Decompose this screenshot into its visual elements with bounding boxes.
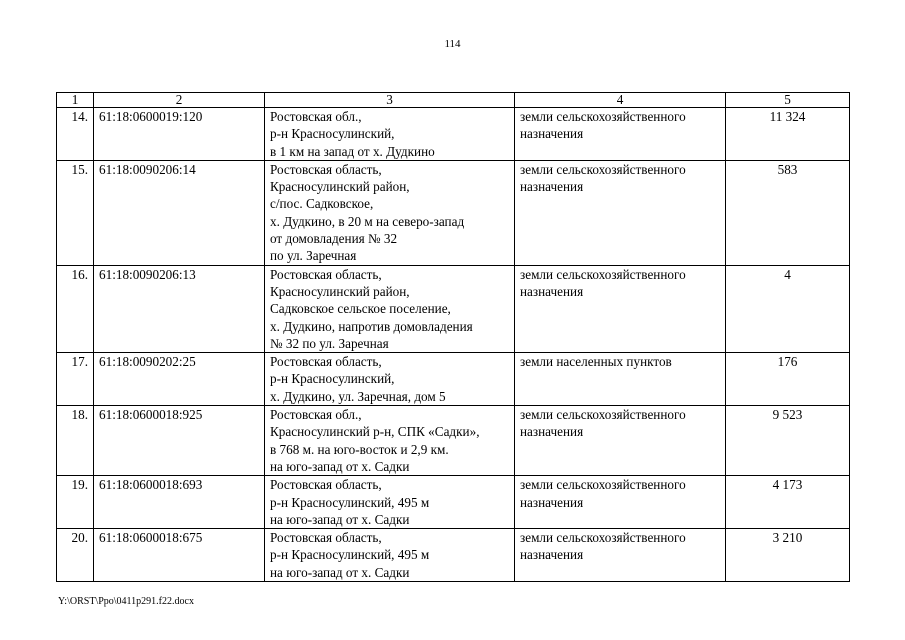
cadastral-number: 61:18:0600018:693 bbox=[94, 476, 265, 529]
address-line: Ростовская область, bbox=[270, 477, 382, 493]
area-value: 176 bbox=[726, 353, 850, 406]
land-category-line: земли сельскохозяйственного bbox=[520, 109, 686, 124]
address-line: х. Дудкино, ул. Заречная, дом 5 bbox=[270, 388, 446, 404]
address-line: р-н Красносулинский, 495 м bbox=[270, 547, 430, 563]
cadastral-number: 61:18:0090206:13 bbox=[94, 265, 265, 352]
land-category-cell bbox=[515, 353, 726, 406]
address-line: р-н Красносулинский, 495 м bbox=[270, 494, 430, 510]
land-category-line: земли сельскохозяйственного bbox=[520, 266, 686, 282]
land-category-line: назначения bbox=[520, 424, 584, 440]
column-header-2: 2 bbox=[94, 93, 265, 108]
land-plots-table bbox=[56, 92, 850, 582]
column-header-5: 5 bbox=[726, 93, 850, 108]
address-line: Ростовская область, bbox=[270, 266, 382, 282]
land-category-line: земли населенных пунктов bbox=[520, 354, 672, 370]
cadastral-number: 61:18:0600019:120 bbox=[94, 108, 265, 161]
address-cell bbox=[265, 353, 515, 406]
cadastral-number: 61:18:0600018:675 bbox=[94, 529, 265, 582]
address-line: Ростовская область, bbox=[270, 161, 382, 177]
area-value: 9 523 bbox=[726, 406, 850, 476]
land-category-line: земли сельскохозяйственного bbox=[520, 477, 686, 493]
area-value: 11 324 bbox=[726, 108, 850, 161]
row-number: 14. bbox=[57, 108, 94, 161]
table-row bbox=[57, 108, 850, 161]
address-line: х. Дудкино, в 20 м на северо-запад bbox=[270, 213, 465, 229]
cadastral-number: 61:18:0090206:14 bbox=[94, 160, 265, 265]
land-category-line: назначения bbox=[520, 126, 584, 142]
address-line: на юго-запад от х. Садки bbox=[270, 564, 410, 580]
address-line: от домовладения № 32 bbox=[270, 231, 398, 247]
address-line: на юго-запад от х. Садки bbox=[270, 458, 410, 474]
address-line: с/пос. Садковское, bbox=[270, 196, 374, 212]
table-row bbox=[57, 476, 850, 529]
row-number: 16. bbox=[57, 265, 94, 352]
row-number: 15. bbox=[57, 160, 94, 265]
land-category-cell bbox=[515, 406, 726, 476]
land-category-cell bbox=[515, 160, 726, 265]
address-cell bbox=[265, 476, 515, 529]
address-cell bbox=[265, 265, 515, 352]
address-line: р-н Красносулинский, bbox=[270, 371, 395, 387]
address-line: по ул. Заречная bbox=[270, 248, 357, 264]
row-number: 18. bbox=[57, 406, 94, 476]
address-line: на юго-запад от х. Садки bbox=[270, 511, 410, 527]
column-header-3: 3 bbox=[265, 93, 515, 108]
table-row bbox=[57, 353, 850, 406]
address-line: р-н Красносулинский, bbox=[270, 126, 395, 142]
column-header-4: 4 bbox=[515, 93, 726, 108]
row-number: 19. bbox=[57, 476, 94, 529]
land-category-line: земли сельскохозяйственного bbox=[520, 530, 686, 546]
land-category-cell bbox=[515, 108, 726, 161]
address-line: Красносулинский р-н, СПК «Садки», bbox=[270, 424, 480, 440]
address-line: Ростовская обл., bbox=[270, 109, 362, 124]
land-category-line: земли сельскохозяйственного bbox=[520, 407, 686, 423]
table-row bbox=[57, 529, 850, 582]
address-line: в 1 км на запад от х. Дудкино bbox=[270, 143, 435, 159]
address-cell bbox=[265, 406, 515, 476]
address-line: Ростовская область, bbox=[270, 530, 382, 546]
land-category-line: назначения bbox=[520, 494, 584, 510]
address-line: в 768 м. на юго-восток и 2,9 км. bbox=[270, 441, 449, 457]
address-line: Красносулинский район, bbox=[270, 283, 410, 299]
address-line: № 32 по ул. Заречная bbox=[270, 335, 389, 351]
table-row bbox=[57, 160, 850, 265]
cadastral-number: 61:18:0600018:925 bbox=[94, 406, 265, 476]
table-body bbox=[57, 108, 850, 582]
land-category-line: назначения bbox=[520, 179, 584, 195]
address-line: Красносулинский район, bbox=[270, 179, 410, 195]
row-number: 17. bbox=[57, 353, 94, 406]
land-category-line: назначения bbox=[520, 547, 584, 563]
address-line: х. Дудкино, напротив домовладения bbox=[270, 318, 473, 334]
address-cell bbox=[265, 160, 515, 265]
area-value: 583 bbox=[726, 160, 850, 265]
table-row bbox=[57, 406, 850, 476]
area-value: 3 210 bbox=[726, 529, 850, 582]
land-category-line: назначения bbox=[520, 283, 584, 299]
table-row bbox=[57, 265, 850, 352]
area-value: 4 173 bbox=[726, 476, 850, 529]
address-cell bbox=[265, 108, 515, 161]
land-category-cell bbox=[515, 476, 726, 529]
cadastral-number: 61:18:0090202:25 bbox=[94, 353, 265, 406]
land-category-cell bbox=[515, 265, 726, 352]
address-cell bbox=[265, 529, 515, 582]
row-number: 20. bbox=[57, 529, 94, 582]
address-line: Ростовская обл., bbox=[270, 407, 362, 423]
column-header-1: 1 bbox=[57, 93, 94, 108]
footer-file-path: Y:\ORST\Ppo\0411p291.f22.docx bbox=[58, 596, 194, 607]
address-line: Ростовская область, bbox=[270, 354, 382, 370]
table-header-row bbox=[57, 93, 850, 108]
page-number: 114 bbox=[444, 38, 461, 50]
area-value: 4 bbox=[726, 265, 850, 352]
land-category-line: земли сельскохозяйственного bbox=[520, 161, 686, 177]
address-line: Садковское сельское поселение, bbox=[270, 301, 451, 317]
land-category-cell bbox=[515, 529, 726, 582]
